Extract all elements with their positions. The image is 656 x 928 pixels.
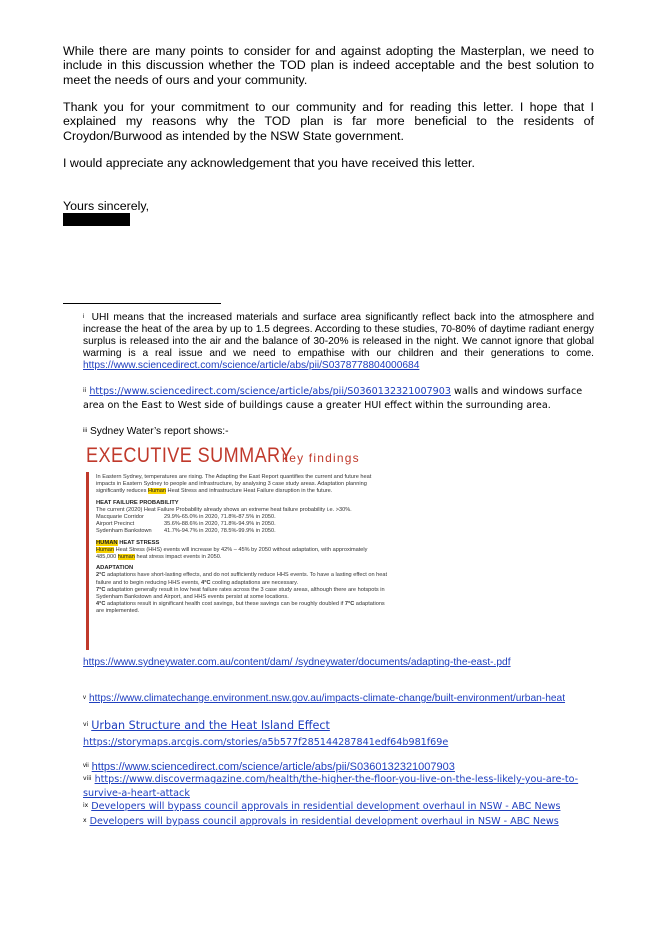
exec-intro: In Eastern Sydney, temperatures are rising. The Adapting the East Report quantifies the current and future heat impacts in Eastern Sydney to people and infrastructure, by analysing 3 case study areas. Adaptation planning significantly reduces Human Heat Stress and infrastructure Heat Failure disruption in the future. [96, 474, 372, 495]
footnote-marker: v [83, 695, 86, 701]
footnote-marker: vii [83, 763, 89, 769]
footnote-link[interactable]: https://www.discovermagazine.com/health/the-higher-the-floor-you-live-on-the-less-likely-you-are-to-survive-a-heart-attack [83, 774, 579, 799]
exec-hhs-heading: HUMAN HEAT STRESS [96, 539, 160, 546]
footnote-link[interactable]: https://storymaps.arcgis.com/stories/a5b577f285144287841edf64b981f69e [83, 737, 449, 748]
footnote-v [83, 693, 594, 705]
footnote-vi-url [83, 736, 594, 750]
footnote-i [83, 312, 594, 372]
footnote-vii [83, 761, 594, 773]
exec-adapt-3: 4°C adaptations result in significant health cost savings, but these savings can be roughly doubled if 7°C adaptations are implemented. [96, 601, 385, 615]
redacted-signature [63, 213, 130, 226]
executive-summary-image [86, 444, 386, 650]
footnote-link[interactable]: https://www.sydneywater.com.au/content/dam/ /sydneywater/documents/adapting-the-east-.pdf [83, 657, 511, 668]
exec-hfp-row: Sydenham Bankstown 41.7%-94.7% in 2020, 78.5%-99.9% in 2050. [96, 528, 276, 535]
footnote-marker: ii [83, 387, 87, 394]
thank-you-paragraph: Thank you for your commitment to our community and for reading this letter. I hope that I explained my reasons why the TOD plan is far more beneficial to the residents of Croydon/Burwood as intended by the NSW State government. [63, 100, 594, 143]
exec-adapt-1: 2°C adaptations have short-lasting effects, and do not sufficiently reduce HHS events. To have a lasting effect on heat failure and to begin reducing HHS events, 4°C cooling adaptations are necessary. [96, 572, 388, 586]
exec-hhs-text: Human Heat Stress (HHS) events will increase by 42% – 45% by 2050 without adaptation, with approximately 485,000 human heat stress impact events in 2050. [96, 546, 368, 561]
footnote-link[interactable]: https://www.sciencedirect.com/science/article/abs/pii/S0378778804000684 [83, 360, 420, 371]
footnote-link[interactable]: Developers will bypass council approvals in residential development overhaul in NSW - ABC News [89, 816, 559, 827]
exec-hfp-heading: HEAT FAILURE PROBABILITY [96, 499, 179, 506]
footnote-link[interactable]: https://www.sciencedirect.com/science/article/abs/pii/S0360132321007903 [91, 761, 455, 773]
exec-summary-title: EXECUTIVE SUMMARY key findings [86, 444, 360, 467]
footnote-ix [83, 800, 594, 814]
exec-summary-subtitle: key findings [282, 451, 360, 465]
footnote-marker: i [83, 314, 85, 320]
exec-hfp-row: Airport Precinct 35.6%-88.6% in 2020, 71.8%-94.9% in 2050. [96, 521, 276, 528]
footnote-title-link[interactable]: Urban Structure and the Heat Island Effect [91, 719, 330, 732]
footnote-text: walls and windows surface area on the East to West side of buildings cause a greater HUI effect within the surrounding area. [83, 386, 583, 411]
footnote-marker: viii [83, 775, 92, 782]
sign-off: Yours sincerely, [63, 199, 150, 213]
footnote-marker: iii [83, 428, 87, 434]
exec-accent-bar [86, 472, 89, 650]
footnote-vi [83, 719, 594, 733]
footnote-viii [83, 773, 594, 801]
acknowledgement-paragraph: I would appreciate any acknowledgement that you have received this letter. [63, 156, 475, 170]
footnote-marker: ix [83, 802, 89, 809]
footnote-marker: x [83, 817, 87, 824]
footnote-link[interactable]: Developers will bypass council approvals in residential development overhaul in NSW - ABC News [91, 801, 561, 812]
footnote-text: Sydney Water’s report shows:- [90, 426, 229, 437]
exec-hfp-row: Macquarie Corridor 29.9%-65.0% in 2020, 71.8%-87.5% in 2050. [96, 514, 276, 521]
footnote-marker: vi [83, 721, 89, 728]
exec-adapt-2: 7°C adaptation generally result in low heat failure rates across the 3 case study areas, although there are hotspots in Sydenham Bankstown and Airport, and HHS events persist at some locations. [96, 586, 385, 601]
footnote-link[interactable]: https://www.climatechange.environment.nsw.gov.au/impacts-climate-change/built-environment/urban-heat [89, 693, 566, 704]
footnote-iii [83, 426, 594, 438]
closing-paragraph-masterplan: While there are many points to consider for and against adopting the Masterplan, we need to include in this discussion whether the TOD plan is indeed acceptable and the best solution to meet the needs of ours and your community. [63, 44, 594, 87]
exec-adaptation-heading: ADAPTATION [96, 565, 134, 572]
exec-summary-body [96, 474, 388, 616]
footnote-ii [83, 385, 594, 413]
footnote-x [83, 815, 594, 829]
exec-hfp-text: The current (2020) Heat Failure Probability already shows an extreme heat failure probability i.e. >30%. [96, 506, 352, 513]
footnote-link[interactable]: https://www.sciencedirect.com/science/article/abs/pii/S0360132321007903 [89, 386, 451, 397]
footnote-separator [63, 303, 221, 304]
footnote-text: UHI means that the increased materials and surface area significantly reflect back into the atmosphere and increase the heat of the area by up to 1.5 degrees. According to these studies, 70-80% of daytime radiant energy surplus is released into the air and the balance of 30-20% is released in the night. We cannot ignore that global warming is a real issue and we need to empathise with our children and their generations to come. [83, 312, 594, 359]
footnote-iii-link-line [83, 657, 594, 669]
